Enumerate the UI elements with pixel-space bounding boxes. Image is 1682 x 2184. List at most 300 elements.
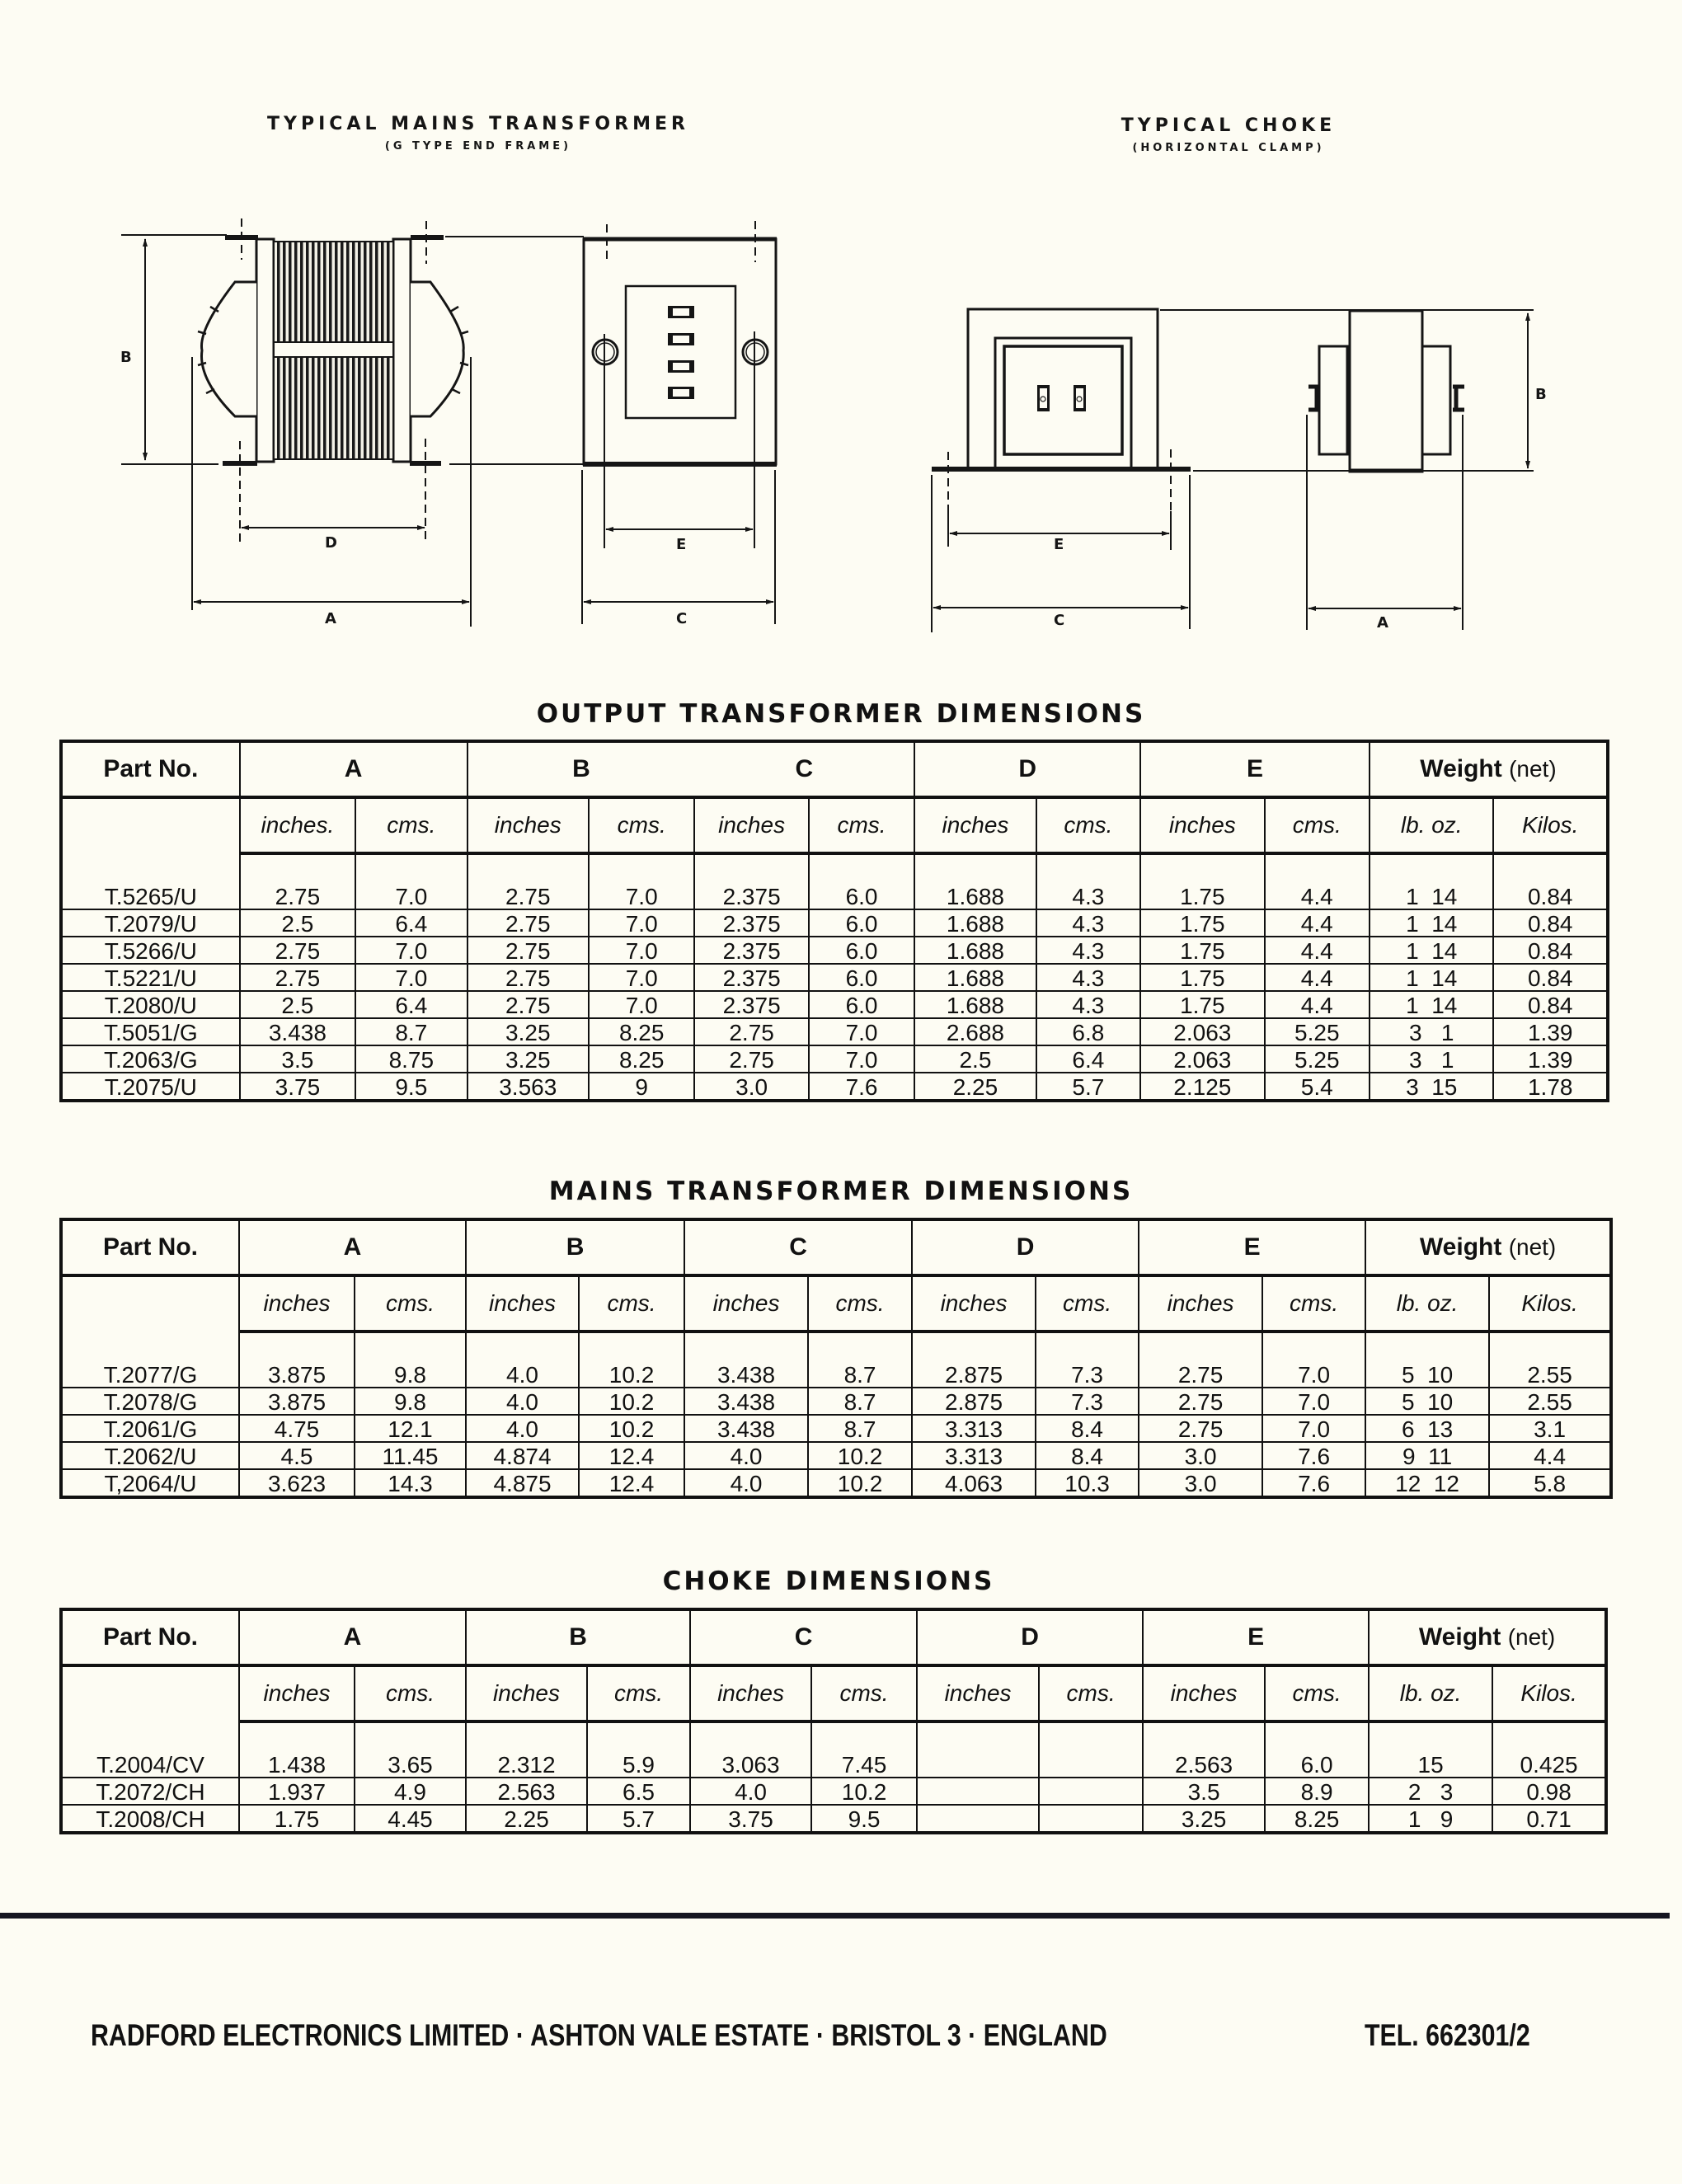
- table-cell: 7.0: [589, 964, 694, 991]
- table-cell: 5 10: [1365, 1332, 1489, 1388]
- net-label: (net): [1507, 1624, 1556, 1650]
- table-cell: 15: [1369, 1721, 1492, 1778]
- table-cell: 4.0: [466, 1388, 579, 1415]
- table-cell: 4.0: [684, 1469, 808, 1497]
- table-cell: 2.125: [1140, 1073, 1264, 1101]
- table-cell: 8.25: [589, 1045, 694, 1073]
- table-cell: 4.0: [466, 1332, 579, 1388]
- header-weight: [1365, 1219, 1611, 1275]
- table-cell: 5.7: [587, 1805, 690, 1833]
- unit-header: cms.: [809, 797, 914, 853]
- table-cell: 4.3: [1036, 853, 1140, 909]
- table-cell: 1.688: [914, 853, 1036, 909]
- company-address: RADFORD ELECTRONICS LIMITED · ASHTON VALE ESTATE · BRISTOL 3 · ENGLAND: [91, 2018, 1107, 2052]
- table-cell: 5.4: [1265, 1073, 1370, 1101]
- table-cell: 8.9: [1265, 1778, 1369, 1805]
- part-number: T.2004/CV: [61, 1721, 239, 1778]
- table-cell: 2.75: [1139, 1415, 1262, 1442]
- header-b: B: [466, 1609, 690, 1665]
- unit-header: inches: [690, 1665, 811, 1721]
- table-cell: 2.75: [240, 937, 355, 964]
- table-cell: 9.5: [355, 1073, 467, 1101]
- table-cell: 9.5: [811, 1805, 917, 1833]
- table-cell: 1 14: [1370, 991, 1493, 1018]
- telephone-number: TEL. 662301/2: [1365, 2018, 1530, 2052]
- table-cell: 1 14: [1370, 853, 1493, 909]
- table-cell: 3.75: [240, 1073, 355, 1101]
- table-row: [61, 937, 1608, 964]
- header-part-no: Part No.: [61, 741, 240, 797]
- part-number: T,2064/U: [61, 1469, 239, 1497]
- unit-header: inches: [466, 1665, 587, 1721]
- part-number: T.2077/G: [61, 1332, 239, 1388]
- unit-header: inches: [914, 797, 1036, 853]
- table-cell: 11.45: [355, 1442, 466, 1469]
- table-cell: 2 3: [1369, 1778, 1492, 1805]
- table-cell: 3.313: [912, 1415, 1036, 1442]
- table-cell: 2.75: [467, 853, 589, 909]
- table-cell: 10.2: [808, 1442, 912, 1469]
- table-cell: 3 15: [1370, 1073, 1493, 1101]
- table-cell: 0.84: [1493, 853, 1608, 909]
- table-cell: 7.6: [1262, 1469, 1365, 1497]
- table-cell: 6 13: [1365, 1415, 1489, 1442]
- table-cell: 8.7: [355, 1018, 467, 1045]
- table-cell: 2.5: [240, 991, 355, 1018]
- table-cell: 10.2: [579, 1415, 684, 1442]
- table-cell: 5.25: [1265, 1018, 1370, 1045]
- mains-dim-label-d: D: [325, 534, 337, 552]
- table-row: [61, 1045, 1608, 1073]
- header-d: D: [917, 1609, 1143, 1665]
- table-cell: 4.874: [466, 1442, 579, 1469]
- table-cell: 3 1: [1370, 1018, 1493, 1045]
- table-cell: 0.84: [1493, 964, 1608, 991]
- mains-dim-label-c: C: [676, 610, 688, 627]
- table-cell: 0.98: [1492, 1778, 1606, 1805]
- table-cell: 2.55: [1489, 1332, 1611, 1388]
- table-cell: 1.39: [1493, 1018, 1608, 1045]
- table-cell: 2.312: [466, 1721, 587, 1778]
- output-table-title: OUTPUT TRANSFORMER DIMENSIONS: [536, 699, 1146, 729]
- part-number: T.2061/G: [61, 1415, 239, 1442]
- table-cell: [917, 1805, 1039, 1833]
- table-cell: 2.75: [694, 1045, 808, 1073]
- table-cell: 4.5: [239, 1442, 355, 1469]
- unit-header: inches: [1140, 797, 1264, 853]
- table-cell: 9 11: [1365, 1442, 1489, 1469]
- table-cell: 4.9: [355, 1778, 466, 1805]
- table-cell: 7.0: [1262, 1388, 1365, 1415]
- mains-dim-label-b: B: [120, 349, 132, 366]
- table-cell: 8.25: [1265, 1805, 1369, 1833]
- table-cell: 2.75: [240, 853, 355, 909]
- table-cell: 7.6: [1262, 1442, 1365, 1469]
- table-row: [61, 1415, 1611, 1442]
- unit-header: cms.: [355, 1665, 466, 1721]
- table-cell: 2.875: [912, 1388, 1036, 1415]
- table-cell: 1.688: [914, 909, 1036, 937]
- table-cell: 8.25: [589, 1018, 694, 1045]
- unit-header: lb. oz.: [1365, 1275, 1489, 1332]
- header-d: D: [912, 1219, 1139, 1275]
- table-cell: 7.0: [355, 937, 467, 964]
- unit-header: inches: [684, 1275, 808, 1332]
- unit-header: cms.: [1265, 1665, 1369, 1721]
- table-cell: 10.2: [808, 1469, 912, 1497]
- table-cell: 6.4: [355, 909, 467, 937]
- part-no-spacer: [61, 1275, 239, 1332]
- table-cell: 3.438: [684, 1415, 808, 1442]
- table-cell: 4.0: [684, 1442, 808, 1469]
- net-label: (net): [1509, 756, 1557, 782]
- table-cell: 1.75: [1140, 964, 1264, 991]
- table-cell: 6.4: [1036, 1045, 1140, 1073]
- table-cell: 2.75: [240, 964, 355, 991]
- table-cell: 4.4: [1265, 853, 1370, 909]
- weight-label: Weight: [1418, 1623, 1501, 1651]
- part-number: T.5221/U: [61, 964, 240, 991]
- choke-dim-label-c: C: [1054, 612, 1065, 629]
- table-cell: 1.75: [1140, 937, 1264, 964]
- table-cell: 3.25: [467, 1045, 589, 1073]
- table-cell: 12.1: [355, 1415, 466, 1442]
- table-cell: 4.0: [690, 1778, 811, 1805]
- table-cell: 1 14: [1370, 964, 1493, 991]
- table-cell: 10.2: [579, 1332, 684, 1388]
- net-label: (net): [1508, 1234, 1557, 1260]
- table-cell: 1.688: [914, 937, 1036, 964]
- unit-header: inches: [1139, 1275, 1262, 1332]
- table-cell: 3.313: [912, 1442, 1036, 1469]
- table-cell: 9.8: [355, 1332, 466, 1388]
- table-row: [61, 1332, 1611, 1388]
- part-number: T.2063/G: [61, 1045, 240, 1073]
- part-number: T.2079/U: [61, 909, 240, 937]
- part-no-spacer: [61, 797, 240, 853]
- table-cell: 3.75: [690, 1805, 811, 1833]
- part-number: T.2008/CH: [61, 1805, 239, 1833]
- table-cell: 3.875: [239, 1388, 355, 1415]
- table-cell: 10.2: [579, 1388, 684, 1415]
- choke-front-view: [932, 309, 1534, 632]
- table-cell: 2.375: [694, 909, 808, 937]
- table-cell: 12.4: [579, 1469, 684, 1497]
- unit-header: cms.: [355, 797, 467, 853]
- table-cell: 6.0: [809, 964, 914, 991]
- part-number: T.2078/G: [61, 1388, 239, 1415]
- table-cell: 6.0: [809, 937, 914, 964]
- choke-diagram-title: TYPICAL CHOKE: [1121, 115, 1337, 136]
- unit-header: cms.: [587, 1665, 690, 1721]
- unit-header: cms.: [589, 797, 694, 853]
- weight-label: Weight: [1420, 755, 1502, 782]
- header-weight: [1369, 1609, 1606, 1665]
- table-cell: 5.8: [1489, 1469, 1611, 1497]
- unit-header: inches: [466, 1275, 579, 1332]
- table-row: [61, 1073, 1608, 1101]
- table-cell: 7.0: [355, 853, 467, 909]
- unit-header: inches: [467, 797, 589, 853]
- part-number: T.2072/CH: [61, 1778, 239, 1805]
- table-cell: 2.75: [1139, 1388, 1262, 1415]
- table-cell: 3.063: [690, 1721, 811, 1778]
- table-cell: [917, 1778, 1039, 1805]
- table-row: [61, 853, 1608, 909]
- part-no-spacer: [61, 1665, 239, 1721]
- table-cell: 1.39: [1493, 1045, 1608, 1073]
- unit-header: inches: [912, 1275, 1036, 1332]
- table-cell: 7.0: [1262, 1332, 1365, 1388]
- mains-diagram-subtitle: (G TYPE END FRAME): [384, 140, 572, 153]
- mains-transformer-table: [59, 1218, 1613, 1499]
- table-cell: 2.55: [1489, 1388, 1611, 1415]
- table-cell: 12 12: [1365, 1469, 1489, 1497]
- mains-side-view: [121, 218, 495, 627]
- table-cell: 4.4: [1265, 964, 1370, 991]
- table-row: [61, 991, 1608, 1018]
- table-cell: 2.063: [1140, 1018, 1264, 1045]
- table-cell: 8.75: [355, 1045, 467, 1073]
- header-a: A: [239, 1609, 466, 1665]
- table-cell: 6.0: [809, 991, 914, 1018]
- table-cell: 6.0: [809, 853, 914, 909]
- table-cell: 2.375: [694, 991, 808, 1018]
- table-cell: 3.438: [684, 1388, 808, 1415]
- table-cell: 7.0: [589, 991, 694, 1018]
- table-cell: 2.375: [694, 937, 808, 964]
- table-row: [61, 1469, 1611, 1497]
- table-cell: 7.0: [589, 937, 694, 964]
- table-cell: 3 1: [1370, 1045, 1493, 1073]
- part-number: T.2062/U: [61, 1442, 239, 1469]
- header-e: E: [1139, 1219, 1365, 1275]
- choke-dim-label-e: E: [1054, 536, 1064, 553]
- table-cell: 4.3: [1036, 937, 1140, 964]
- table-cell: 4.4: [1265, 991, 1370, 1018]
- table-row: [61, 1805, 1606, 1833]
- table-cell: 1.937: [239, 1778, 355, 1805]
- weight-label: Weight: [1419, 1233, 1502, 1261]
- unit-header: cms.: [1036, 797, 1140, 853]
- table-cell: 4.3: [1036, 964, 1140, 991]
- table-cell: 4.3: [1036, 991, 1140, 1018]
- mains-diagram-title: TYPICAL MAINS TRANSFORMER: [267, 114, 689, 134]
- table-cell: 3.438: [684, 1332, 808, 1388]
- unit-header: cms.: [811, 1665, 917, 1721]
- part-number: T.5265/U: [61, 853, 240, 909]
- header-part-no: Part No.: [61, 1609, 239, 1665]
- table-cell: 7.0: [589, 909, 694, 937]
- table-cell: 7.0: [1262, 1415, 1365, 1442]
- table-cell: 3.5: [1143, 1778, 1265, 1805]
- table-cell: 6.8: [1036, 1018, 1140, 1045]
- table-cell: 5.25: [1265, 1045, 1370, 1073]
- header-part-no: Part No.: [61, 1219, 239, 1275]
- footer-divider: [0, 1913, 1670, 1919]
- header-b: B: [467, 741, 695, 797]
- table-cell: 4.4: [1265, 937, 1370, 964]
- table-cell: 3.5: [240, 1045, 355, 1073]
- table-row: [61, 964, 1608, 991]
- output-transformer-table: [59, 740, 1609, 1102]
- table-cell: 7.45: [811, 1721, 917, 1778]
- unit-header: inches.: [240, 797, 355, 853]
- table-cell: 7.0: [809, 1018, 914, 1045]
- table-cell: 7.0: [355, 964, 467, 991]
- table-cell: 2.375: [694, 964, 808, 991]
- table-cell: 12.4: [579, 1442, 684, 1469]
- table-cell: 1.75: [239, 1805, 355, 1833]
- table-cell: 4.75: [239, 1415, 355, 1442]
- table-cell: 1 9: [1369, 1805, 1492, 1833]
- table-cell: 2.25: [914, 1073, 1036, 1101]
- table-cell: 1 14: [1370, 909, 1493, 937]
- unit-header: cms.: [1265, 797, 1370, 853]
- unit-header: Kilos.: [1489, 1275, 1611, 1332]
- unit-header: inches: [239, 1275, 355, 1332]
- table-cell: [1039, 1721, 1143, 1778]
- unit-header: Kilos.: [1492, 1665, 1606, 1721]
- table-cell: 2.75: [467, 909, 589, 937]
- unit-header: inches: [1143, 1665, 1265, 1721]
- header-e: E: [1143, 1609, 1369, 1665]
- table-cell: [1039, 1778, 1143, 1805]
- unit-header: inches: [917, 1665, 1039, 1721]
- choke-table: [59, 1608, 1608, 1834]
- table-cell: 3.623: [239, 1469, 355, 1497]
- table-cell: 3.1: [1489, 1415, 1611, 1442]
- table-cell: 3.25: [467, 1018, 589, 1045]
- table-cell: 2.75: [694, 1018, 808, 1045]
- table-cell: 4.45: [355, 1805, 466, 1833]
- mains-dim-label-a: A: [325, 610, 336, 627]
- table-cell: 14.3: [355, 1469, 466, 1497]
- table-cell: 1.438: [239, 1721, 355, 1778]
- table-cell: 3.563: [467, 1073, 589, 1101]
- table-cell: 8.4: [1036, 1415, 1139, 1442]
- table-cell: 3.0: [1139, 1442, 1262, 1469]
- table-cell: 2.75: [1139, 1332, 1262, 1388]
- table-row: [61, 1388, 1611, 1415]
- table-cell: 10.2: [811, 1778, 917, 1805]
- table-cell: 1.688: [914, 991, 1036, 1018]
- choke-table-title: CHOKE DIMENSIONS: [662, 1566, 995, 1596]
- table-cell: 3.25: [1143, 1805, 1265, 1833]
- table-cell: 4.0: [466, 1415, 579, 1442]
- table-cell: 8.7: [808, 1332, 912, 1388]
- table-cell: 0.84: [1493, 909, 1608, 937]
- table-cell: 5 10: [1365, 1388, 1489, 1415]
- table-cell: 2.75: [467, 937, 589, 964]
- table-cell: 6.4: [355, 991, 467, 1018]
- table-cell: 8.7: [808, 1388, 912, 1415]
- header-b: B: [466, 1219, 684, 1275]
- table-row: [61, 1778, 1606, 1805]
- table-cell: 5.7: [1036, 1073, 1140, 1101]
- unit-header: cms.: [1039, 1665, 1143, 1721]
- table-cell: 1 14: [1370, 937, 1493, 964]
- table-cell: 6.0: [1265, 1721, 1369, 1778]
- unit-header: cms.: [1036, 1275, 1139, 1332]
- part-number: T.2075/U: [61, 1073, 240, 1101]
- table-cell: 7.0: [809, 1045, 914, 1073]
- part-number: T.5051/G: [61, 1018, 240, 1045]
- header-a: A: [239, 1219, 466, 1275]
- unit-header: cms.: [579, 1275, 684, 1332]
- choke-diagram-subtitle: (HORIZONTAL CLAMP): [1132, 142, 1325, 154]
- table-cell: 3.0: [694, 1073, 808, 1101]
- table-row: [61, 1442, 1611, 1469]
- table-cell: 3.438: [240, 1018, 355, 1045]
- table-cell: 7.0: [589, 853, 694, 909]
- mains-end-view: [495, 221, 777, 624]
- table-cell: 7.3: [1036, 1388, 1139, 1415]
- table-cell: 1.75: [1140, 909, 1264, 937]
- unit-header: lb. oz.: [1369, 1665, 1492, 1721]
- header-c: C: [690, 1609, 917, 1665]
- table-cell: 4.4: [1265, 909, 1370, 937]
- header-d: D: [914, 741, 1140, 797]
- table-cell: 0.84: [1493, 937, 1608, 964]
- table-cell: 0.425: [1492, 1721, 1606, 1778]
- mains-table-title: MAINS TRANSFORMER DIMENSIONS: [548, 1177, 1134, 1206]
- table-cell: 2.75: [467, 991, 589, 1018]
- unit-header: cms.: [808, 1275, 912, 1332]
- part-number: T.2080/U: [61, 991, 240, 1018]
- table-cell: 9.8: [355, 1388, 466, 1415]
- table-cell: 2.75: [467, 964, 589, 991]
- header-a: A: [240, 741, 467, 797]
- table-cell: 1.78: [1493, 1073, 1608, 1101]
- unit-header: lb. oz.: [1370, 797, 1493, 853]
- table-cell: 1.75: [1140, 853, 1264, 909]
- table-cell: 0.71: [1492, 1805, 1606, 1833]
- table-cell: 4.3: [1036, 909, 1140, 937]
- table-cell: 4.4: [1489, 1442, 1611, 1469]
- choke-dim-label-a: A: [1377, 614, 1388, 632]
- table-cell: 3.0: [1139, 1469, 1262, 1497]
- table-cell: [917, 1721, 1039, 1778]
- table-cell: 6.5: [587, 1778, 690, 1805]
- header-c: C: [684, 1219, 912, 1275]
- table-cell: 2.5: [240, 909, 355, 937]
- table-cell: 10.3: [1036, 1469, 1139, 1497]
- unit-header: cms.: [1262, 1275, 1365, 1332]
- table-cell: 4.063: [912, 1469, 1036, 1497]
- unit-header: Kilos.: [1493, 797, 1608, 853]
- table-row: [61, 909, 1608, 937]
- table-cell: 3.875: [239, 1332, 355, 1388]
- table-cell: 2.688: [914, 1018, 1036, 1045]
- table-cell: 8.7: [808, 1415, 912, 1442]
- table-cell: 9: [589, 1073, 694, 1101]
- header-c: C: [694, 741, 914, 797]
- header-e: E: [1140, 741, 1370, 797]
- table-cell: 5.9: [587, 1721, 690, 1778]
- table-cell: 0.84: [1493, 991, 1608, 1018]
- technical-drawings: [0, 0, 1682, 660]
- table-cell: 2.375: [694, 853, 808, 909]
- table-cell: 6.0: [809, 909, 914, 937]
- unit-header: inches: [239, 1665, 355, 1721]
- table-cell: [1039, 1805, 1143, 1833]
- table-cell: 2.875: [912, 1332, 1036, 1388]
- part-number: T.5266/U: [61, 937, 240, 964]
- table-cell: 8.4: [1036, 1442, 1139, 1469]
- table-cell: 7.3: [1036, 1332, 1139, 1388]
- unit-header: cms.: [355, 1275, 466, 1332]
